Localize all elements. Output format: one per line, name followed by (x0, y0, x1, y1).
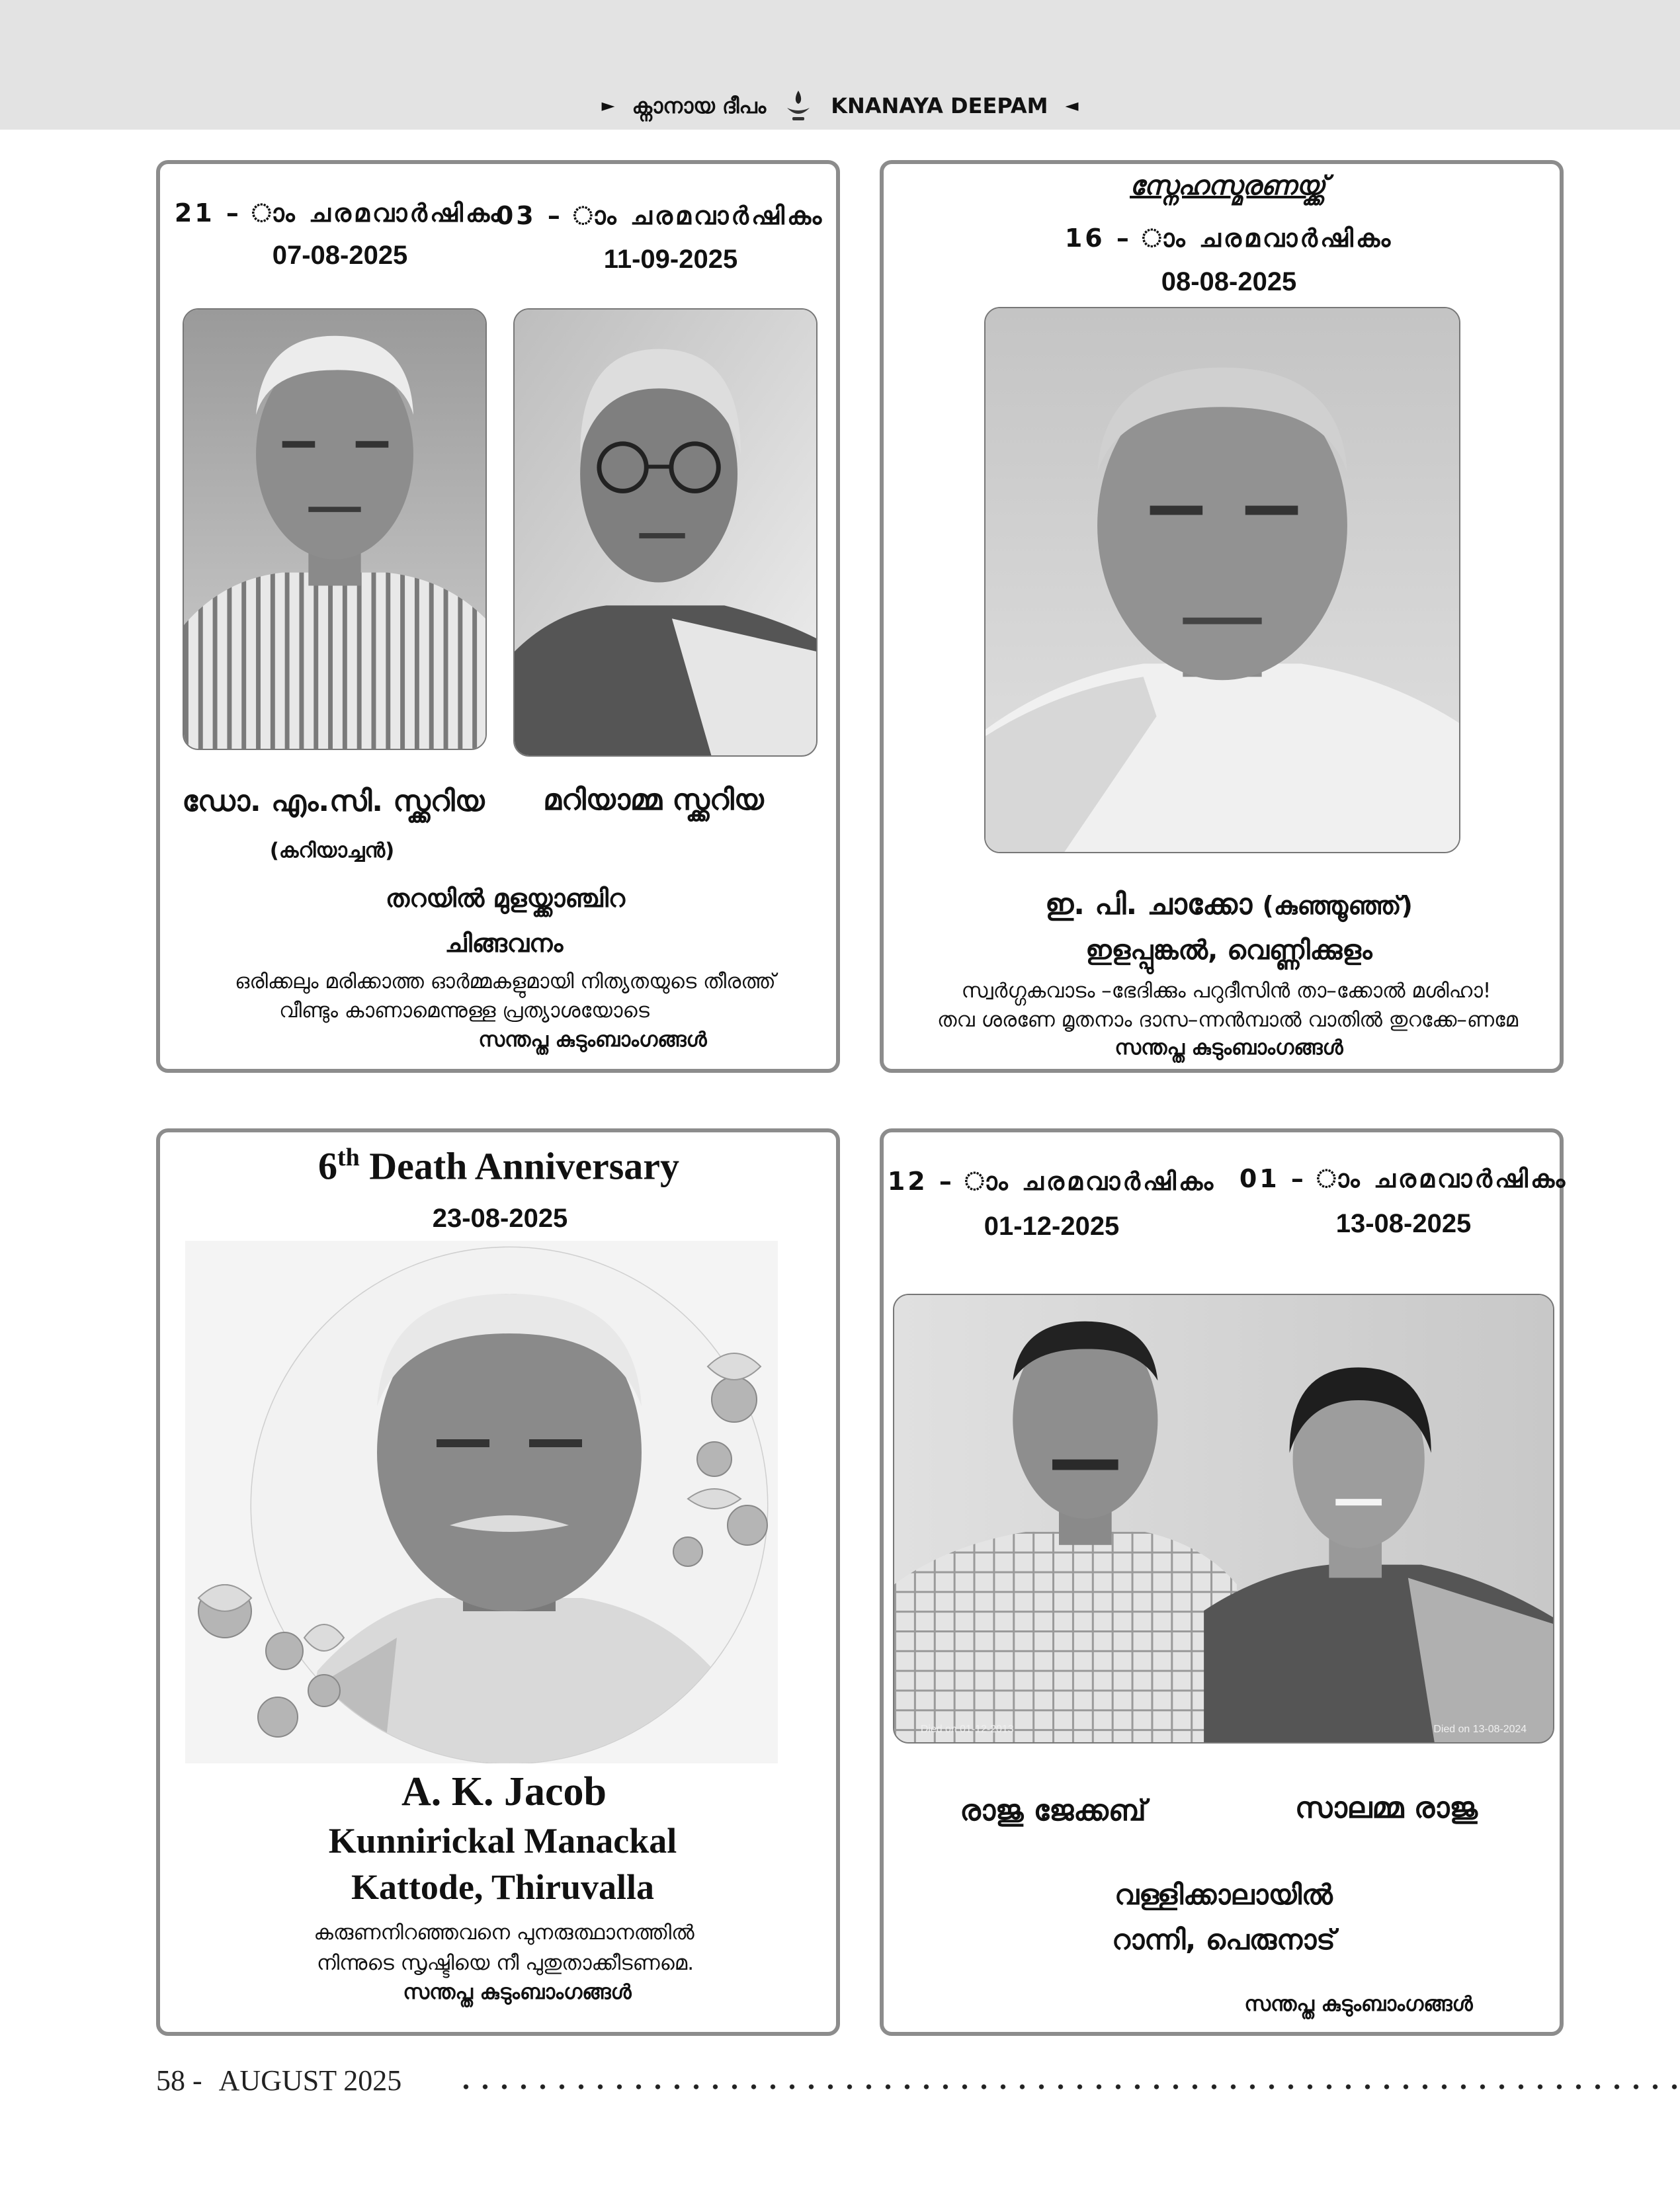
issue-date: AUGUST 2025 (218, 2064, 402, 2097)
anniversary-date: 23-08-2025 (432, 1204, 568, 1233)
anniversary-date: 01-12-2025 (984, 1212, 1120, 1241)
photo-caption-right: Died on 13-08-2024 (1433, 1724, 1527, 1736)
remembrance-heading: സ്നേഹസ്മരണയ്ക്ക് (1130, 171, 1325, 201)
magazine-header (0, 87, 1680, 124)
deceased-nickname: (കറിയാച്ചൻ) (269, 839, 395, 863)
malayalam-title: ക്നാനായ ദീപം (632, 93, 767, 118)
memorial-message-line: ഒരിക്കലും മരിക്കാത്ത ഓർമ്മകളുമായി നിത്യതയുടെ തീരത്ത് (235, 970, 776, 993)
couple-photo (893, 1294, 1554, 1744)
anniversary-date: 07-08-2025 (272, 241, 408, 270)
deceased-name: സാലമ്മ രാജു (1295, 1791, 1478, 1825)
family-signature: സന്തപ്ത കുടുംബാംഗങ്ങൾ (403, 1980, 632, 2004)
anniversary-label: 21 – ാം ചരമവാർഷികം (174, 198, 503, 228)
family-name: തറയിൽ മുളയ്ക്കാഞ്ചിറ (385, 884, 626, 913)
anniversary-date: 08-08-2025 (1161, 267, 1297, 296)
family-signature: സന്തപ്ത കുടുംബാംഗങ്ങൾ (1244, 1992, 1473, 2016)
portrait-photo-man (183, 308, 487, 750)
memorial-message-line: കരുണനിറഞ്ഞവനെ പുനരുത്ഥാനത്തിൽ (314, 1921, 694, 1945)
deceased-name-with-nickname (1045, 888, 1413, 921)
deceased-nickname: (കുഞ്ഞൂഞ്ഞ്) (1262, 891, 1413, 920)
place-name: റാന്നി, പെരുനാട് (1112, 1923, 1335, 1956)
ordinal-number: 6 (317, 1144, 337, 1188)
family-signature: സന്തപ്ത കുടുംബാംഗങ്ങൾ (1114, 1036, 1343, 1060)
photo-caption-left: Died on 01-12-2013 (920, 1724, 1014, 1736)
obituary-panel-zachariah (156, 160, 840, 1073)
family-name: Kunnirickal Manackal (328, 1821, 677, 1861)
memorial-message-line: നിന്നുടെ സൃഷ്ടിയെ നീ പുതുതാക്കീടണമെ. (316, 1951, 694, 1975)
anniversary-label: 03 – ാം ചരമവാർഷികം (495, 201, 825, 230)
footer-dotted-rule (456, 2083, 1680, 2090)
deceased-name: ഡോ. എം.സി. സ്ക്കറിയ (182, 784, 485, 818)
place-name: ചിങ്ങവനം (444, 929, 564, 958)
memorial-message-line: സ്വർഗ്ഗകവാടം –ഭേദിക്കും പറുദീസിൻ താ–ക്കോൽ മശിഹാ! (961, 979, 1491, 1003)
place-name: Kattode, Thiruvalla (351, 1867, 655, 1907)
deceased-name: A. K. Jacob (401, 1769, 607, 1814)
oil-lamp-icon (783, 89, 814, 122)
obituary-panel-jacob (156, 1128, 840, 2036)
deceased-name: മറിയാമ്മ സ്ക്കറിയ (543, 783, 764, 817)
place-name: ഇളപ്പുങ്കൽ, വെണ്ണിക്കുളം (1085, 935, 1372, 966)
english-title: KNANAYA DEEPAM (831, 93, 1048, 118)
anniversary-date: 11-09-2025 (603, 245, 738, 274)
death-anniversary-heading (318, 1143, 679, 1188)
anniversary-date: 13-08-2025 (1335, 1209, 1472, 1238)
deceased-name: ഇ. പി. ചാക്കോ (1045, 888, 1253, 921)
family-name: വള്ളിക്കാലായിൽ (1114, 1878, 1333, 1911)
memorial-message-line: തവ ശരണേ മൃതനാം ദാസ–ന്നൻമ്പാൽ വാതിൽ തുറക്കേ–ണമേ (937, 1008, 1519, 1032)
portrait-photo-man (984, 307, 1460, 853)
memorial-message-line: വീണ്ടും കാണാമെന്നുള്ള പ്രത്യാശയോടെ (279, 999, 650, 1023)
portrait-photo-woman (513, 308, 818, 757)
obituary-panel-chacko (880, 160, 1564, 1073)
page-number: 58 - (156, 2064, 202, 2097)
right-triangle-icon: ► (601, 96, 615, 116)
anniversary-label: 01 – ാം ചരമവാർഷികം (1239, 1164, 1568, 1193)
anniversary-label: 16 – ാം ചരമവാർഷികം (1064, 224, 1394, 253)
anniversary-label: 12 – ാം ചരമവാർഷികം (887, 1167, 1216, 1196)
ordinal-suffix: th (337, 1144, 360, 1171)
obituary-panel-raju (880, 1128, 1568, 2036)
deceased-name: രാജു ജേക്കബ് (960, 1794, 1146, 1828)
page-footer (156, 2064, 401, 2097)
heading-text: Death Anniversary (369, 1144, 680, 1188)
portrait-photo-with-floral-frame (185, 1241, 778, 1763)
left-triangle-icon: ◄ (1065, 96, 1079, 116)
family-signature: സന്തപ്ത കുടുംബാംഗങ്ങൾ (478, 1028, 707, 1052)
